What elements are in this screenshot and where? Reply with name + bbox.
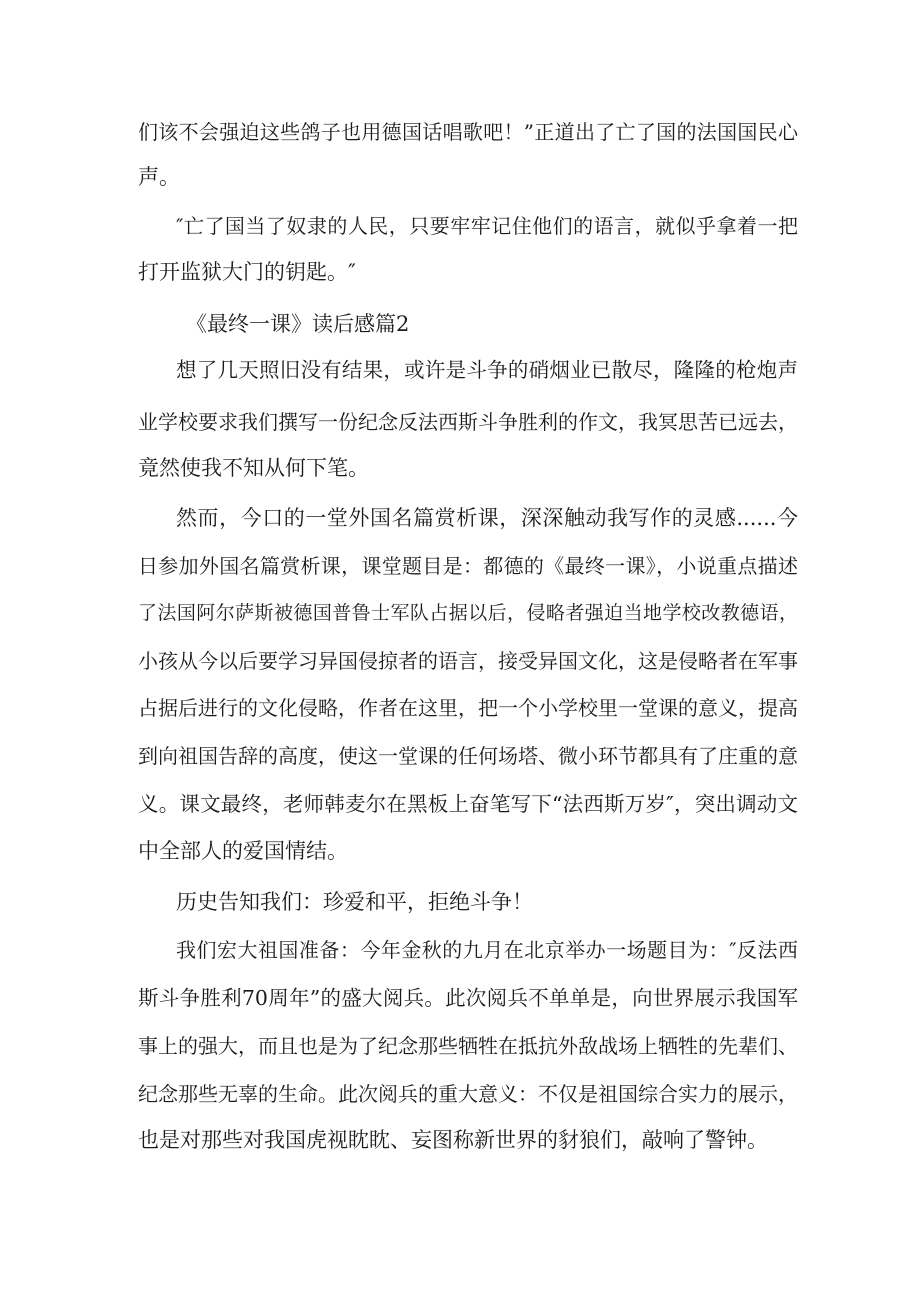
text-line: 们该不会强迫这些鸽子也用德国话唱歌吧！”正道出了亡了国的法国国民心 bbox=[138, 120, 798, 144]
text-line: 想了几天照旧没有结果，或许是斗争的硝烟业已散尽，隆隆的枪炮声 bbox=[176, 358, 798, 382]
text-line: 斯斗争胜利70周年”的盛大阅兵。此次阅兵不单单是，向世界展示我国军 bbox=[138, 986, 798, 1010]
text-line: 事上的强大，而且也是为了纪念那些牺牲在抵抗外敌战场上牺牲的先辈们、 bbox=[138, 1034, 798, 1058]
text-line: 占据后进行的文化侵略，作者在这里，把一个小学校里一堂课的意义，提高 bbox=[138, 696, 798, 720]
text-line: 日参加外国名篇赏析课，课堂题目是：都德的《最终一课》，小说重点描述 bbox=[138, 554, 798, 578]
text-line: 义。课文最终，老师韩麦尔在黑板上奋笔写下“法西斯万岁″，突出调动文 bbox=[138, 792, 798, 816]
text-line: 业学校要求我们撰写一份纪念反法西斯斗争胜利的作文，我冥思苦已远去， bbox=[138, 410, 798, 434]
text-line: 然而，今口的一堂外国名篇赏析课，深深触动我写作的灵感......今 bbox=[176, 506, 798, 530]
text-line: 到向祖国告辞的高度，使这一堂课的任何场塔、微小环节都具有了庄重的意 bbox=[138, 744, 798, 768]
text-line: 历史告知我们：珍爱和平，拒绝斗争！ bbox=[176, 890, 533, 914]
text-line: 纪念那些无辜的生命。此次阅兵的重大意义：不仅是祖国综合实力的展示， bbox=[138, 1082, 798, 1106]
text-line: 小孩从今以后要学习异国侵掠者的语言，接受异国文化，这是侵略者在军事 bbox=[138, 649, 798, 673]
text-line: 中全部人的爱国情结。 bbox=[138, 839, 348, 863]
text-line: 也是对那些对我国虎视眈眈、妄图称新世界的豺狼们，敲响了警钟。 bbox=[138, 1128, 768, 1152]
section-heading: 《最终一课》读后感篇2 bbox=[186, 312, 410, 336]
text-line: 我们宏大祖国准备：今年金秋的九月在北京举办一场题目为：″反法西 bbox=[176, 938, 798, 962]
text-line: 竟然使我不知从何下笔。 bbox=[138, 456, 369, 480]
text-line: 打开监狱大门的钥匙。″ bbox=[138, 260, 356, 284]
text-line: 了法国阿尔萨斯被德国普鲁士军队占据以后，侵略者强迫当地学校改教德语， bbox=[138, 602, 798, 624]
text-line: 声。 bbox=[138, 165, 180, 189]
text-line: ″亡了国当了奴隶的人民，只要牢牢记住他们的语言，就似乎拿着一把 bbox=[176, 214, 798, 238]
